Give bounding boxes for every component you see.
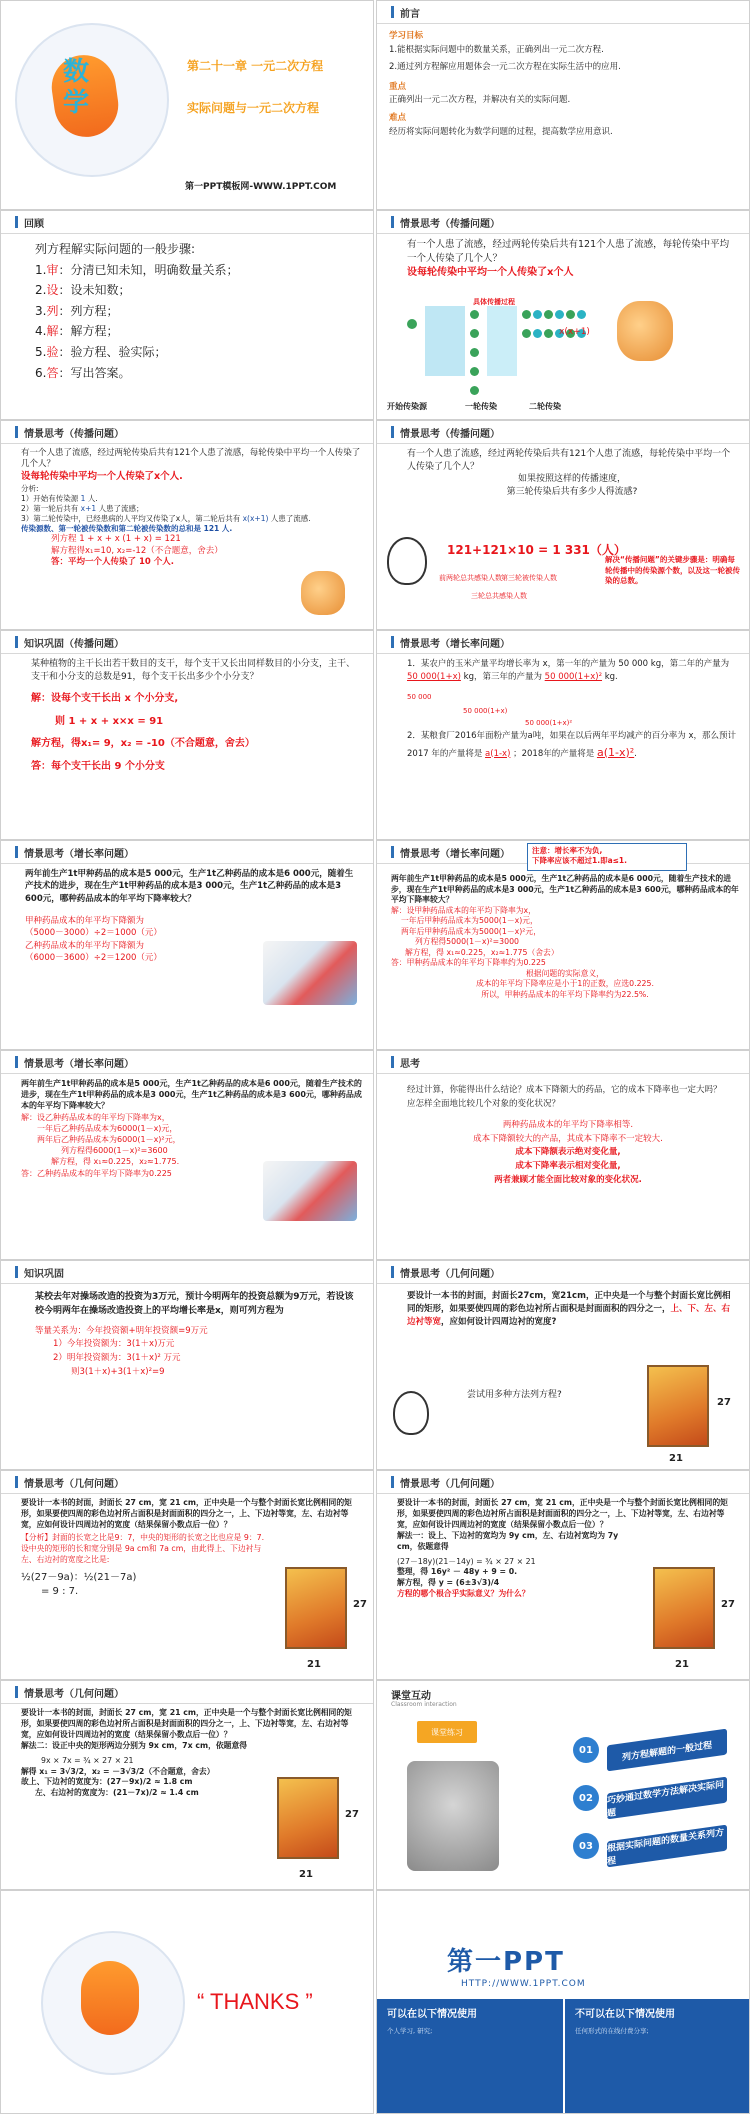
width-label: 21 — [675, 1659, 689, 1670]
slide-header: 情景思考（传播问题） — [377, 421, 749, 444]
slide-header: 思考 — [377, 1051, 749, 1074]
question-2: 如果按照这样的传播速度， — [517, 474, 626, 485]
item-label[interactable]: 根据实际问题的数量关系列方程 — [607, 1825, 727, 1868]
sol-line-2: 一年后甲种药品成本为5000(1－x)元， — [401, 916, 538, 926]
answer-1: 解：设每个支干长出 x 个小分支, — [31, 693, 179, 705]
item-label[interactable]: 巧妙通过数学方法解决实际问题 — [607, 1777, 727, 1820]
result-2: 成本下降额较大的产品，其成本下降率不一定较大. — [473, 1133, 663, 1144]
eq-3: 解方程，得 y = (6±3√3)/4 — [397, 1578, 500, 1588]
slide-header: 知识巩固（传播问题） — [1, 631, 373, 654]
drug-a-title: 甲种药品成本的年平均下降额为 — [25, 915, 145, 926]
slide-drug-b-solution[interactable] — [0, 1050, 374, 1260]
sol-line-4: 列方程得5000(1－x)²=3000 — [415, 937, 519, 947]
cartoon-figure — [301, 571, 345, 615]
slide-review[interactable] — [0, 210, 374, 420]
analysis-title: 分析: — [21, 483, 39, 493]
assumption: 设每轮传染中平均一个人传染了x个人 — [407, 266, 574, 278]
slide-cover-method-2[interactable] — [0, 1680, 374, 1890]
review-intro: 列方程解实际问题的一般步骤: — [35, 242, 196, 256]
slide-investment[interactable] — [0, 1260, 374, 1470]
slide-header: 情景思考（几何问题） — [1, 1471, 373, 1494]
slide-header: 情景思考（传播问题） — [377, 211, 749, 234]
slide-ad[interactable] — [376, 1890, 750, 2114]
item-label[interactable]: 列方程解题的一般过程 — [607, 1729, 727, 1772]
cartoon-figure — [617, 301, 673, 361]
slide-header: 知识巩固 — [1, 1261, 373, 1284]
try-prompt: 尝试用多种方法列方程? — [467, 1390, 562, 1400]
slide-header: 情景思考（增长率问题） — [377, 841, 749, 864]
egg-figure — [393, 1391, 429, 1435]
question: 有一个人患了流感，经过两轮传染后共有121个人患了流感，每轮传染中平均一个人传染了几个人？ — [21, 448, 361, 470]
site-label: 第一PPT模板网-WWW.1PPT.COM — [185, 182, 337, 192]
slide-header: 课堂互动 — [391, 1691, 431, 1702]
analysis-sum: 传染源数、第一轮被传染数和第二轮被传染数的总和是 121 人. — [21, 524, 233, 534]
brand-logo: 第一PPT — [447, 1947, 565, 1977]
goal-title: 学习目标 — [389, 31, 424, 41]
egg-figure — [387, 537, 427, 585]
brand-url[interactable]: HTTP://WWW.1PPT.COM — [461, 1979, 586, 1989]
method-2: 解法二：设正中央的矩形两边分别为 9x cm，7x cm，依题意得 — [21, 1740, 248, 1750]
question: 要设计一本书的封面，封面长 27 cm，宽 21 cm，正中央是一个与整个封面长宽比例相同的矩形，如果要使四周的彩色边衬所占面积是封面面积的四分之一，上、下边衬等宽，左、右边衬等宽，应如何设计四周边衬的宽度（结果保留小数点后一位）？ — [21, 1498, 352, 1529]
step-item: 2.设：设未知数； — [35, 283, 131, 298]
eq-1: 9x × 7x = ¾ × 27 × 21 — [41, 1755, 134, 1765]
question: 要设计一本书的封面，封面长27cm，宽21cm，正中央是一个与整个封面长宽比例相同的矩形，如果要使四周的彩色边衬所占面积是封面面积的四分之一，上、下、左、右边衬等宽，应如何设计四周边衬的宽度? — [407, 1291, 731, 1327]
sol-line-2: 一年后乙种药品成本为6000(1－x)元， — [37, 1123, 178, 1133]
drug-b-value: （6000－3600）÷2＝1200（元） — [25, 952, 162, 963]
slide-header: 情景思考（几何问题） — [1, 1681, 373, 1704]
slide-header: 情景思考（增长率问题） — [1, 1051, 373, 1074]
formula-1: ½(27－9a)：½(21－7a) — [21, 1572, 137, 1584]
slide-spread-third[interactable] — [376, 420, 750, 630]
slide-thanks[interactable] — [0, 1890, 374, 2114]
eq-1: 等量关系为：今年投资额+明年投资额=9万元 — [35, 1325, 208, 1336]
calc-term-3: 三轮总共感染人数 — [471, 592, 527, 600]
seal-shape — [81, 1961, 139, 2035]
slide-header: 前言 — [377, 1, 749, 24]
slide-subheader: Classroom interaction — [391, 1701, 457, 1708]
eq-4: 则3(1＋x)+3(1＋x)²=9 — [71, 1366, 165, 1377]
step-item: 6.答：写出答案。 — [35, 365, 131, 380]
slide-drug-solution[interactable] — [376, 840, 750, 1050]
height-label: 27 — [353, 1599, 367, 1610]
key-title: 重点 — [389, 81, 407, 92]
eq-3: 故上、下边衬的宽度为：(27－9x)/2 ≈ 1.8 cm — [21, 1777, 193, 1787]
step-item: 4.解：解方程； — [35, 324, 119, 339]
slide-header: 回顾 — [1, 211, 373, 234]
slide-header: 情景思考（传播问题） — [1, 421, 373, 444]
sol-line-1: 解：设乙种药品成本的年平均下降率为x， — [21, 1112, 170, 1122]
solution: 解方程得x₁=10, x₂=-12（不合题意，舍去） — [51, 545, 223, 556]
step-item: 3.列：列方程； — [35, 303, 119, 318]
item-number: 02 — [573, 1785, 599, 1811]
analysis-1: 【分析】封面的长宽之比是9：7，中央的矩形的长宽之比也应是 9：7. — [21, 1532, 265, 1542]
growth-illustration: 50 000 50 000(1+x) 50 000(1+x)² — [407, 693, 573, 728]
xx-label: x(x+1) — [559, 327, 590, 337]
answer-2: 则 1 + x + x×x = 91 — [55, 715, 164, 727]
calc: 121+121×10 = 1 331（人） — [447, 543, 626, 557]
slide-spread-diagram[interactable] — [376, 210, 750, 420]
item-number: 03 — [573, 1833, 599, 1859]
result-4: 成本下降率表示相对变化量, — [515, 1160, 621, 1171]
can-panel: 可以在以下情况使用 个人学习, 研究; — [377, 1999, 563, 2114]
eq-2: 1）今年投资额为：3(1＋x)万元 — [53, 1339, 175, 1350]
width-label: 21 — [307, 1659, 321, 1670]
sol-line-5: 解方程，得 x₁≈0.225，x₂≈1.775（舍去） — [405, 947, 559, 957]
item-number: 01 — [573, 1737, 599, 1763]
question: 两年前生产1t甲种药品的成本是5 000元，生产1t乙种药品的成本是6 000元，随着生产技术的进步，现在生产1t甲种药品的成本是3 000元，生产1t乙种药品的成本是3 600元，哪种药品成本的年平均下降率较大？ — [391, 874, 739, 905]
question: 有一个人患了流感，经过两轮传染后共有121个人患了流感，每轮传染中平均一个人传染了几个人？ — [407, 239, 730, 264]
question: 要设计一本书的封面，封面长 27 cm，宽 21 cm，正中央是一个与整个封面长宽比例相同的矩形，如果要使四周的彩色边衬所占面积是封面面积的四分之一，上、下边衬等宽，左、右边衬等宽，应如何设计四周边衬的宽度（结果保留小数点后一位）？ — [397, 1498, 728, 1529]
seal-text: 数学 — [63, 57, 90, 119]
eq-3: 2）明年投资额为：3(1＋x)² 万元 — [53, 1352, 181, 1363]
slide-cover-analysis[interactable] — [0, 1470, 374, 1680]
calc-term-2: 第三轮被传染人数 — [501, 574, 557, 582]
width-label: 21 — [299, 1869, 313, 1880]
slide-interaction[interactable] — [376, 1680, 750, 1890]
assumption: 设每轮传染中平均一个人传染了x个人. — [21, 470, 183, 482]
follow-up-question: 方程的哪个根合乎实际意义？为什么？ — [397, 1589, 530, 1599]
question: 某校去年对操场改造的投资为3万元，预计今明两年的投资总额为9万元，若设该校今明两年在操场改造投资上的平均增长率是x，则可列方程为 — [35, 1292, 354, 1317]
question: 两年前生产1t甲种药品的成本是5 000元，生产1t乙种药品的成本是6 000元，随着生产技术的进步，现在生产1t甲种药品的成本是3 000元，生产1t乙种药品的成本是3 600元，哪种药品成本的年平均下降率较大？ — [21, 1079, 362, 1111]
diff-title: 难点 — [389, 112, 407, 123]
height-label: 27 — [345, 1809, 359, 1820]
practice-badge: 课堂练习 — [417, 1721, 477, 1743]
diff-text: 经历将实际问题转化为数学问题的过程，提高数学应用意识. — [389, 126, 613, 137]
width-label: 21 — [669, 1453, 683, 1464]
book-cover — [653, 1567, 715, 1649]
sol-line-9: 所以，甲种药品成本的年平均下降率约为22.5%. — [481, 989, 649, 999]
result-1: 两种药品成本的年平均下降率相等. — [502, 1120, 634, 1131]
chapter-title: 第二十一章 一元二次方程 — [187, 59, 324, 73]
book-cover — [647, 1365, 709, 1447]
slide-header: 情景思考（增长率问题） — [377, 631, 749, 654]
slide-drug-cost[interactable] — [0, 840, 374, 1050]
slide-header: 情景思考（几何问题） — [377, 1261, 749, 1284]
arrow-1 — [425, 306, 465, 376]
question: 要设计一本书的封面，封面长 27 cm，宽 21 cm，正中央是一个与整个封面长宽比例相同的矩形，如果要使四周的彩色边衬所占面积是封面面积的四分之一，上、下边衬等宽，左、右边衬等宽，应如何设计四周边衬的宽度（结果保留小数点后一位）？ — [21, 1708, 352, 1739]
round1-dots — [469, 305, 483, 400]
note-box: 注意：增长率不为负, 下降率应该不超过1.即a≤1. — [527, 843, 687, 871]
problem-2: 2．某粮食厂2016年面粉产量为a吨，如果在以后两年平均减产的百分率为 x，那么预计 2017 年的产量将是 a(1-x) ；2018年的产量将是 a(1-x)². — [407, 731, 736, 759]
sol-line-8: 成本的年平均下降率应是小于1的正数，应选0.225. — [476, 979, 654, 989]
eq-4: 左、右边衬的宽度为：(21－7x)/2 ≈ 1.4 cm — [35, 1788, 199, 1798]
problem-1: 1．某农户的玉米产量平均增长率为 x，第一年的产量为 50 000 kg，第二年的产量为 50 000(1+x) kg，第三年的产量为 50 000(1+x)² kg. — [407, 659, 730, 683]
thanks-text: “ THANKS ” — [197, 1989, 313, 2014]
sol-line-3: 两年后乙种药品成本为6000(1－x)²元， — [37, 1134, 181, 1144]
question: 有一个人患了流感，经过两轮传染后共有121个人患了流感，每轮传染中平均一个人传染了几个人？ — [407, 449, 731, 472]
thinking-person-image — [407, 1761, 499, 1871]
slide-cover[interactable] — [0, 0, 374, 210]
sol-line-3: 两年后甲种药品成本为5000(1－x)²元， — [401, 926, 541, 936]
round2-dots — [521, 305, 591, 343]
slide-preface[interactable] — [376, 0, 750, 210]
arrow-2 — [487, 306, 517, 376]
sol-line-4: 列方程得6000(1－x)²=3600 — [61, 1146, 168, 1156]
slide-cover-method-1[interactable] — [376, 1470, 750, 1680]
height-label: 27 — [721, 1599, 735, 1610]
sol-line-6: 答：乙种药品成本的年平均下降率为0.225 — [21, 1168, 172, 1178]
eq-2: 解得 x₁ = 3√3/2，x₂ = －3√3/2（不合题意，舍去） — [21, 1766, 215, 1776]
sol-line-5: 解方程，得 x₁≈0.225，x₂≈1.775. — [51, 1157, 180, 1167]
prompt: 经过计算，你能得出什么结论？成本下降额大的药品，它的成本下降率也一定大吗？应怎样全面地比较几个对象的变化状况？ — [407, 1085, 722, 1109]
eq-1: (27－18y)(21－14y) = ¾ × 27 × 21 — [397, 1556, 536, 1566]
steps-list — [35, 261, 361, 383]
step-item: 1.审：分清已知未知，明确数量关系； — [35, 262, 239, 277]
pills-image — [263, 1161, 357, 1221]
sol-line-1: 解：设甲种药品成本的年平均下降率为x， — [391, 905, 536, 915]
slide-think[interactable] — [376, 1050, 750, 1260]
step-item: 5.验：验方程、验实际； — [35, 344, 167, 359]
pills-image — [263, 941, 357, 1005]
source-dot — [407, 319, 417, 329]
result-5: 两者兼顾才能全面比较对象的变化状况. — [494, 1174, 642, 1185]
slide-branch-problem[interactable] — [0, 630, 374, 840]
slide-cover-geometry[interactable] — [376, 1260, 750, 1470]
eq-2: 整理，得 16y² － 48y + 9 = 0. — [397, 1567, 518, 1577]
question: 两年前生产1t甲种药品的成本是5 000元，生产1t乙种药品的成本是6 000元，随着生产技术的进步，现在生产1t甲种药品的成本是3 000元，生产1t乙种药品的成本是3 600元，哪种药品成本的年平均下降率较大？ — [25, 869, 354, 904]
calc-term-1: 前两轮总共感染人数 — [439, 574, 502, 582]
question-3: 第三轮传染后共有多少人得流感? — [506, 486, 638, 497]
drug-b-title: 乙种药品成本的年平均下降额为 — [25, 940, 145, 951]
label-round1: 一轮传染 — [465, 402, 497, 411]
question: 某种植物的主干长出若干数目的支干，每个支干又长出同样数目的小分支，主干、支干和小分支的总数是91，每个支干长出多少个小分支？ — [31, 659, 356, 683]
lesson-title: 实际问题与一元二次方程 — [187, 101, 320, 115]
result-3: 成本下降额表示绝对变化量, — [515, 1147, 621, 1158]
answer-4: 答：每个支干长出 9 个小分支 — [31, 760, 165, 772]
slide-growth-blanks[interactable] — [376, 630, 750, 840]
label-round2: 二轮传染 — [529, 402, 561, 411]
key-tip: 解决“传播问题”的关键步骤是：明确每轮传播中的传染源个数，以及这一轮被传染的总数。 — [605, 555, 740, 585]
drug-a-value: （5000－3000）÷2＝1000（元） — [25, 928, 162, 939]
height-label: 27 — [717, 1397, 731, 1408]
slide-header: 情景思考（增长率问题） — [1, 841, 373, 864]
slide-header: 情景思考（几何问题） — [377, 1471, 749, 1494]
answer: 答：平均一个人传染了 10 个人. — [51, 557, 174, 568]
label-source: 开始传染源 — [387, 402, 427, 411]
book-cover — [285, 1567, 347, 1649]
process-label: 具体传播过程 — [473, 298, 515, 306]
slide-spread-solution[interactable]: 情景思考（传播问题） 有一个人患了流感，经过两轮传染后共有121个人患了流感，每轮传染中平均一个人传染了几个人？ 设每轮传染中平均一个人传染了x个人. 分析: 1）开始有传染源 1 人. 2）第一轮后共有 x+1 人患了流感； 3）第二轮传染中，已经患病的人平均又传染了x人，第二轮后共有 x(x+1) 人患了流感. 传染源数、第一轮被传染数和第二轮被传染数的总和是 121 人. 列方程 1 + x + x (1 + x) = 121 解方程得x₁=10, x₂=-12（不合题意，舍去） 答：平均一个人传染了 10 个人. — [0, 420, 374, 630]
formula-2: = 9 : 7. — [41, 1586, 79, 1598]
book-cover — [277, 1777, 339, 1859]
sol-line-7: 根据问题的实际意义， — [526, 968, 604, 978]
equation: 列方程 1 + x + x (1 + x) = 121 — [51, 534, 181, 545]
answer-3: 解方程，得x₁= 9，x₂ = -10（不合题意，舍去） — [31, 738, 255, 750]
sol-line-6: 答：甲种药品成本的年平均下降率约为0.225 — [391, 958, 546, 968]
method-1: 解法一：设上、下边衬的宽均为 9y cm，左、右边衬宽均为 7y cm，依题意得 — [397, 1530, 619, 1551]
key-text: 正确列出一元二次方程，并解决有关的实际问题. — [389, 95, 571, 106]
goal-2: 2.通过列方程解应用题体会一元二次方程在实际生活中的应用. — [389, 62, 621, 73]
goal-1: 1.能根据实际问题中的数量关系，正确列出一元二次方程. — [389, 44, 604, 55]
analysis-2: 设中央的矩形的长和宽分别是 9a cm和 7a cm，由此得上、下边衬与左、右边衬的宽度之比是: — [21, 1543, 262, 1564]
cannot-panel: 不可以在以下情况使用 任何形式的在线付费分享; — [565, 1999, 750, 2114]
